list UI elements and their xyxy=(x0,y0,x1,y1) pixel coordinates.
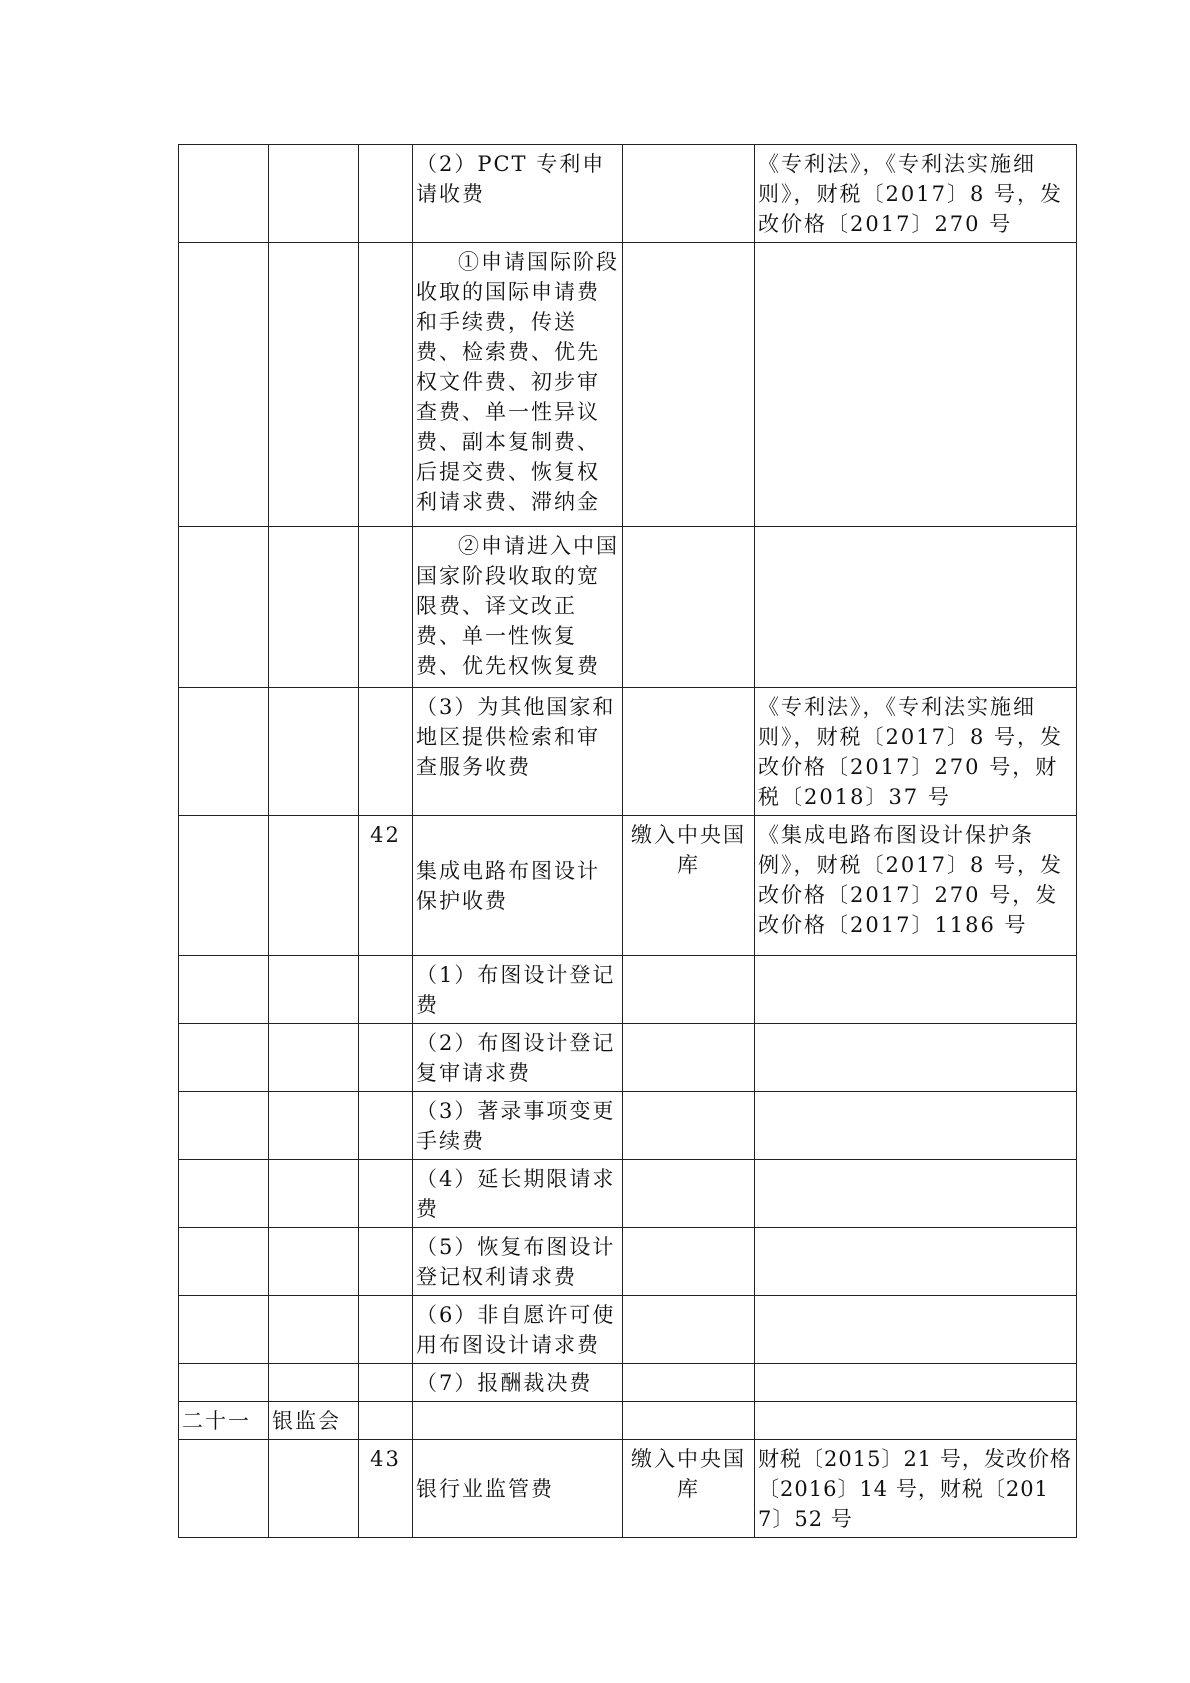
table-row xyxy=(179,1440,1077,1538)
table-row xyxy=(179,1092,1077,1160)
table-row xyxy=(179,688,1077,816)
destination-cell xyxy=(623,1296,755,1364)
category-cell xyxy=(179,145,269,243)
fee-name-cell: ②申请进入中国国家阶段收取的宽限费、译文改正费、单一性恢复费、优先权恢复费 xyxy=(413,527,623,688)
item-number-cell xyxy=(359,1402,413,1440)
destination-cell xyxy=(623,145,755,243)
fee-name-cell: （2）PCT 专利申请收费 xyxy=(413,145,623,243)
destination-cell xyxy=(623,688,755,816)
category-cell xyxy=(179,1440,269,1538)
table-row xyxy=(179,527,1077,688)
item-number-cell xyxy=(359,1092,413,1160)
department-cell xyxy=(269,1296,359,1364)
table-row xyxy=(179,243,1077,527)
basis-cell xyxy=(755,1024,1077,1092)
basis-cell xyxy=(755,956,1077,1024)
fee-name-cell xyxy=(413,1402,623,1440)
category-cell xyxy=(179,1024,269,1092)
department-cell xyxy=(269,816,359,956)
fee-table xyxy=(178,144,1077,1538)
item-number-cell xyxy=(359,1160,413,1228)
department-cell xyxy=(269,1024,359,1092)
destination-cell xyxy=(623,1024,755,1092)
category-cell xyxy=(179,816,269,956)
item-number-cell xyxy=(359,1296,413,1364)
destination-cell xyxy=(623,956,755,1024)
item-number-cell xyxy=(359,145,413,243)
fee-name-cell: （2）布图设计登记复审请求费 xyxy=(413,1024,623,1092)
item-number-cell xyxy=(359,1024,413,1092)
basis-cell xyxy=(755,527,1077,688)
fee-name-cell: （4）延长期限请求费 xyxy=(413,1160,623,1228)
department-cell xyxy=(269,527,359,688)
table-row xyxy=(179,1024,1077,1092)
item-number-cell xyxy=(359,956,413,1024)
category-cell xyxy=(179,527,269,688)
basis-cell xyxy=(755,1402,1077,1440)
basis-cell xyxy=(755,1364,1077,1402)
item-number-cell: 43 xyxy=(359,1440,413,1538)
table-row xyxy=(179,1402,1077,1440)
destination-cell xyxy=(623,243,755,527)
destination-cell: 缴入中央国库 xyxy=(623,816,755,956)
category-cell xyxy=(179,1160,269,1228)
item-number-cell xyxy=(359,243,413,527)
department-cell xyxy=(269,1160,359,1228)
category-cell xyxy=(179,1228,269,1296)
table-row xyxy=(179,956,1077,1024)
department-cell xyxy=(269,956,359,1024)
table-row xyxy=(179,1160,1077,1228)
basis-cell xyxy=(755,243,1077,527)
category-cell xyxy=(179,956,269,1024)
table-row xyxy=(179,816,1077,956)
basis-cell xyxy=(755,1092,1077,1160)
category-cell xyxy=(179,688,269,816)
fee-name-cell: （7）报酬裁决费 xyxy=(413,1364,623,1402)
category-cell xyxy=(179,243,269,527)
department-cell xyxy=(269,145,359,243)
department-cell xyxy=(269,1440,359,1538)
category-cell xyxy=(179,1092,269,1160)
category-cell xyxy=(179,1296,269,1364)
item-number-cell xyxy=(359,688,413,816)
fee-name-cell: （3）为其他国家和地区提供检索和审查服务收费 xyxy=(413,688,623,816)
destination-cell xyxy=(623,527,755,688)
destination-cell xyxy=(623,1402,755,1440)
destination-cell xyxy=(623,1228,755,1296)
department-cell xyxy=(269,1364,359,1402)
destination-cell xyxy=(623,1160,755,1228)
fee-name-cell: 集成电路布图设计保护收费 xyxy=(413,816,623,956)
item-number-cell xyxy=(359,1228,413,1296)
fee-name-cell: 银行业监管费 xyxy=(413,1440,623,1538)
basis-cell: 《集成电路布图设计保护条例》，财税〔2017〕8 号，发改价格〔2017〕270 号，发改价格〔2017〕1186 号 xyxy=(755,816,1077,956)
destination-cell xyxy=(623,1092,755,1160)
basis-cell xyxy=(755,1228,1077,1296)
fee-name-cell: （6）非自愿许可使用布图设计请求费 xyxy=(413,1296,623,1364)
table-row xyxy=(179,145,1077,243)
table-row xyxy=(179,1296,1077,1364)
destination-cell xyxy=(623,1364,755,1402)
category-cell xyxy=(179,1364,269,1402)
department-cell xyxy=(269,1228,359,1296)
item-number-cell xyxy=(359,527,413,688)
basis-cell xyxy=(755,1160,1077,1228)
fee-name-cell: （1）布图设计登记费 xyxy=(413,956,623,1024)
item-number-cell xyxy=(359,1364,413,1402)
department-cell xyxy=(269,1092,359,1160)
basis-cell: 《专利法》，《专利法实施细则》，财税〔2017〕8 号，发改价格〔2017〕270 号 xyxy=(755,145,1077,243)
department-cell xyxy=(269,688,359,816)
destination-cell: 缴入中央国库 xyxy=(623,1440,755,1538)
category-cell: 二十一 xyxy=(179,1402,269,1440)
basis-cell: 《专利法》，《专利法实施细则》，财税〔2017〕8 号，发改价格〔2017〕270 号，财税〔2018〕37 号 xyxy=(755,688,1077,816)
fee-name-cell: （3）著录事项变更手续费 xyxy=(413,1092,623,1160)
basis-cell xyxy=(755,1296,1077,1364)
item-number-cell: 42 xyxy=(359,816,413,956)
department-cell: 银监会 xyxy=(269,1402,359,1440)
basis-cell: 财税〔2015〕21 号，发改价格〔2016〕14 号，财税〔2017〕52 号 xyxy=(755,1440,1077,1538)
fee-name-cell: ①申请国际阶段收取的国际申请费和手续费，传送费、检索费、优先权文件费、初步审查费、单一性异议费、副本复制费、后提交费、恢复权利请求费、滞纳金 xyxy=(413,243,623,527)
department-cell xyxy=(269,243,359,527)
table-row xyxy=(179,1228,1077,1296)
table-row xyxy=(179,1364,1077,1402)
fee-name-cell: （5）恢复布图设计登记权利请求费 xyxy=(413,1228,623,1296)
